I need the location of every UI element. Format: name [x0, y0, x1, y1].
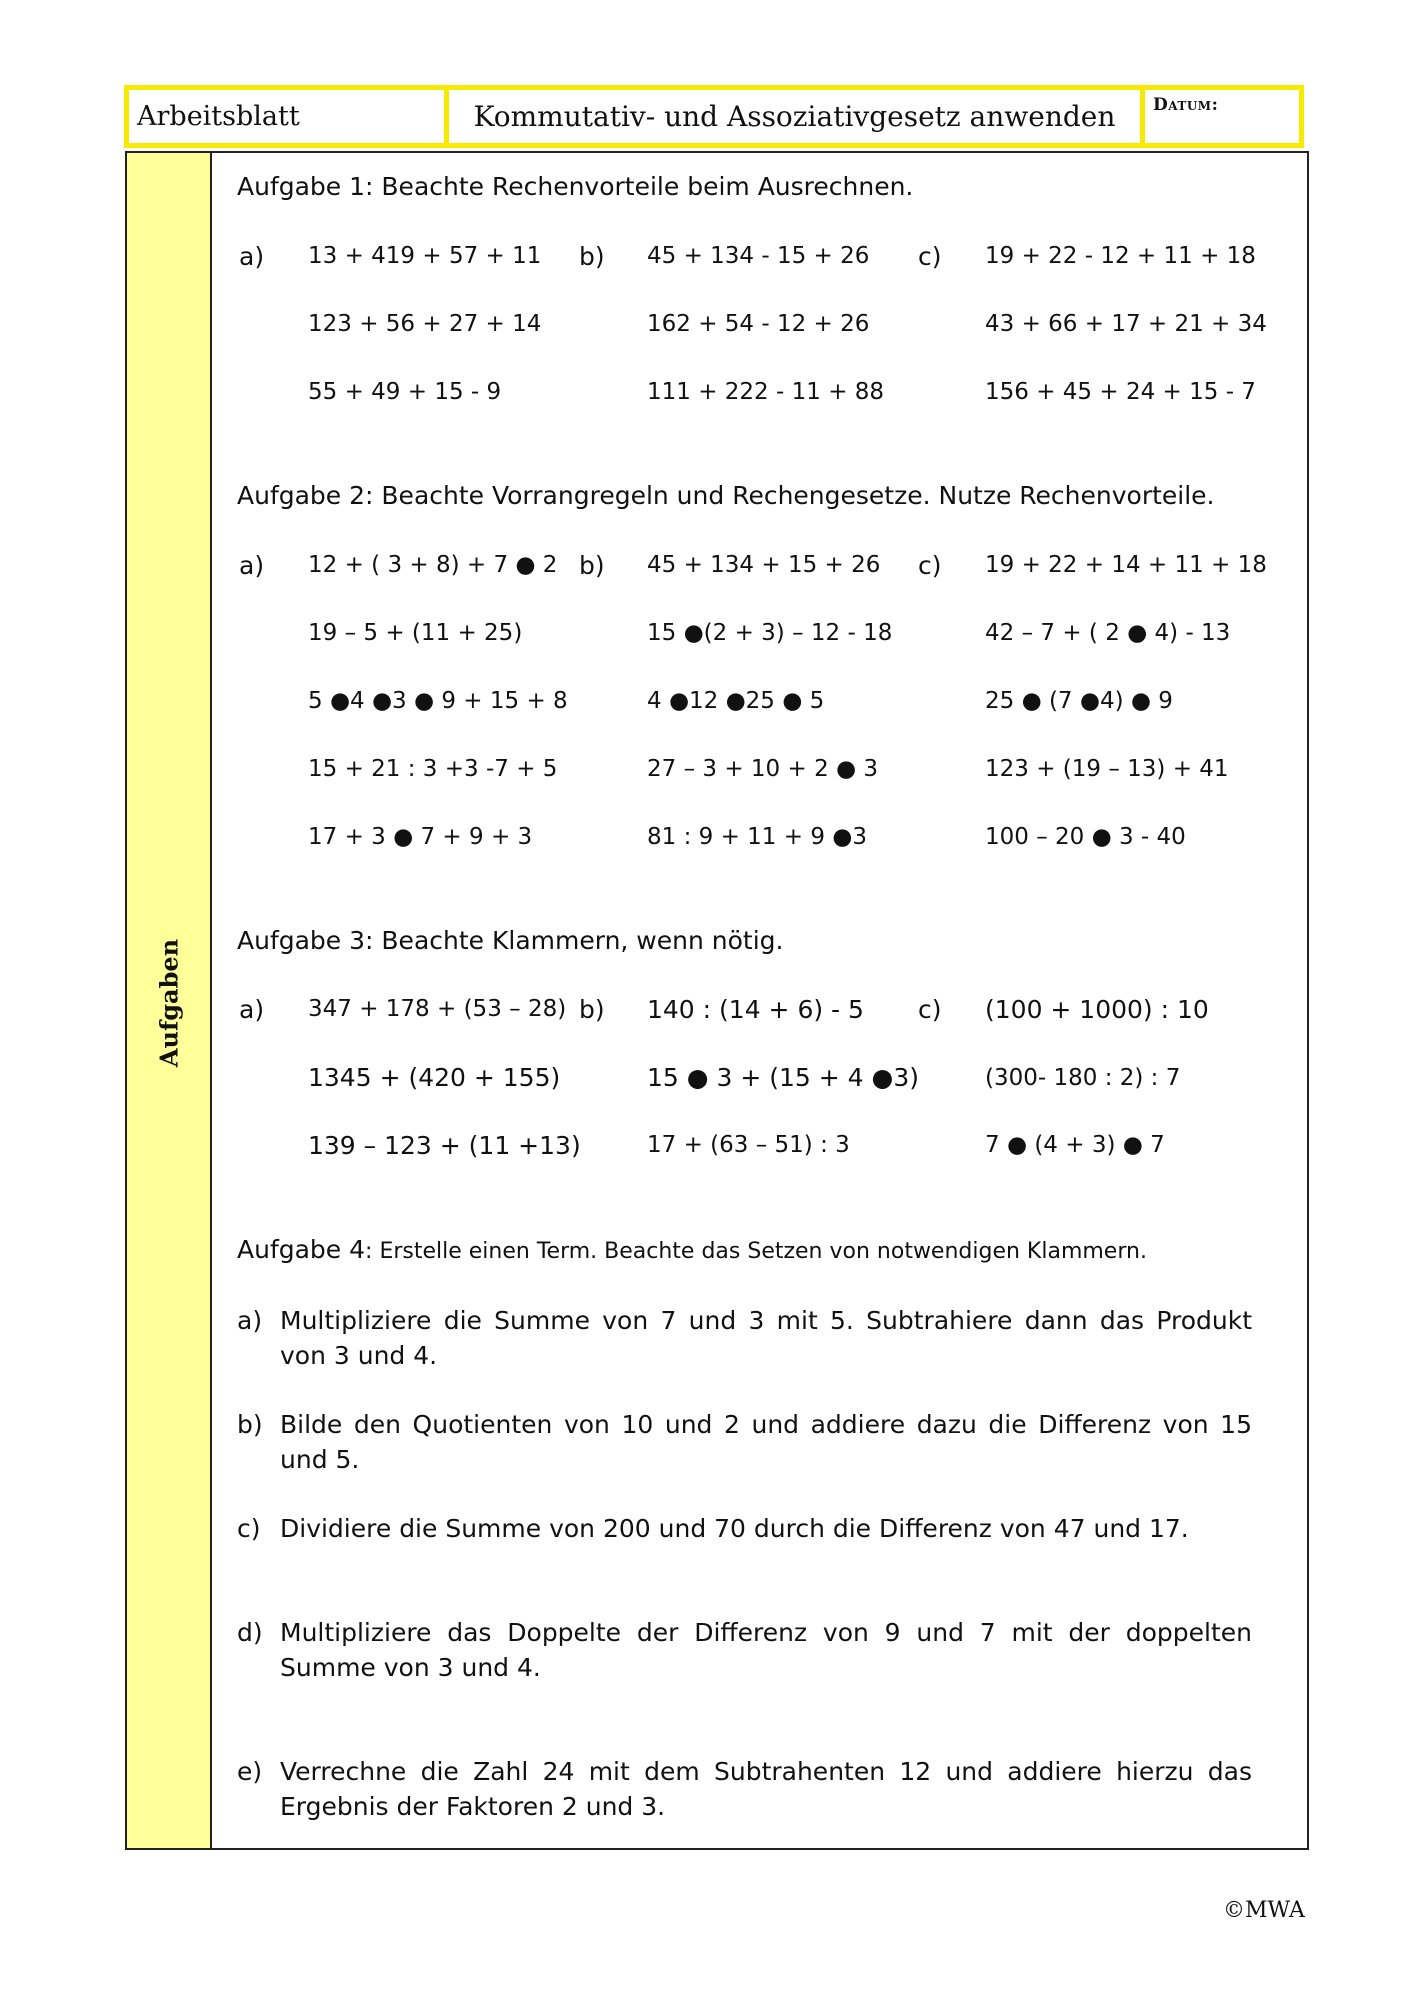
- task-4-title-rest: : Erstelle einen Term. Beachte das Setzen von notwendigen Klammern.: [365, 1239, 1147, 1264]
- task-3-a-1: 347 + 178 + (53 – 28): [308, 996, 567, 1022]
- task-3-c-1: (100 + 1000) : 10: [985, 995, 1209, 1024]
- task-1-title: Aufgabe 1: Beachte Rechenvorteile beim Ausrechnen.: [237, 172, 914, 201]
- task-2-label-c: c): [918, 551, 942, 580]
- task-1-label-c: c): [918, 242, 942, 271]
- task-4-item-c-label: c): [237, 1514, 261, 1543]
- task-3-b-3: 17 + (63 – 51) : 3: [647, 1132, 850, 1158]
- task-3-a-3: 139 – 123 + (11 +13): [308, 1131, 581, 1160]
- task-4-item-b: [237, 1407, 1252, 1477]
- task-2-c-4: 123 + (19 – 13) + 41: [985, 756, 1229, 782]
- task-4-item-c: [237, 1511, 1252, 1546]
- task-1-c-2: 43 + 66 + 17 + 21 + 34: [985, 311, 1267, 337]
- task-4-item-b-label: b): [237, 1410, 263, 1439]
- task-3-b-1: 140 : (14 + 6) - 5: [647, 995, 864, 1024]
- task-4-item-e-label: e): [237, 1757, 263, 1786]
- task-2-a-1: 12 + ( 3 + 8) + 7 ● 2: [308, 552, 558, 578]
- task-1-label-b: b): [579, 242, 605, 271]
- task-4-item-e: [237, 1754, 1252, 1824]
- date-field: [1140, 85, 1304, 148]
- task-1-b-2: 162 + 54 - 12 + 26: [647, 311, 870, 337]
- worksheet-title: Kommutativ- und Assoziativgesetz anwenden: [444, 85, 1145, 148]
- date-label: Datum:: [1153, 95, 1219, 115]
- task-2-c-2: 42 – 7 + ( 2 ● 4) - 13: [985, 620, 1231, 646]
- task-3-a-2: 1345 + (420 + 155): [308, 1063, 561, 1092]
- task-3-c-2: (300- 180 : 2) : 7: [985, 1065, 1181, 1091]
- task-1-b-1: 45 + 134 - 15 + 26: [647, 243, 870, 269]
- task-4-item-b-text: Bilde den Quotienten von 10 und 2 und addiere dazu die Differenz von 15 und 5.: [280, 1410, 1252, 1474]
- task-2-a-5: 17 + 3 ● 7 + 9 + 3: [308, 824, 533, 850]
- task-4-item-e-text: Verrechne die Zahl 24 mit dem Subtrahenten 12 und addiere hierzu das Ergebnis der Faktoren 2 und 3.: [280, 1757, 1252, 1821]
- task-1-label-a: a): [239, 242, 265, 271]
- worksheet-type: Arbeitsblatt: [124, 85, 449, 148]
- task-3-c-3: 7 ● (4 + 3) ● 7: [985, 1132, 1165, 1158]
- task-4-item-a-text: Multipliziere die Summe von 7 und 3 mit 5. Subtrahiere dann das Produkt von 3 und 4.: [280, 1306, 1252, 1370]
- task-4-item-d: [237, 1615, 1252, 1685]
- task-3-b-2: 15 ● 3 + (15 + 4 ●3): [647, 1063, 919, 1092]
- task-2-title: Aufgabe 2: Beachte Vorrangregeln und Rechengesetze. Nutze Rechenvorteile.: [237, 481, 1215, 510]
- sidebar-label: Aufgaben: [154, 938, 184, 1068]
- task-1-c-3: 156 + 45 + 24 + 15 - 7: [985, 379, 1256, 405]
- task-2-a-3: 5 ●4 ●3 ● 9 + 15 + 8: [308, 688, 568, 714]
- task-2-b-2: 15 ●(2 + 3) – 12 - 18: [647, 620, 893, 646]
- task-1-c-1: 19 + 22 - 12 + 11 + 18: [985, 243, 1256, 269]
- task-2-b-4: 27 – 3 + 10 + 2 ● 3: [647, 756, 879, 782]
- task-3-label-b: b): [579, 995, 605, 1024]
- task-2-a-2: 19 – 5 + (11 + 25): [308, 620, 523, 646]
- task-4-title: [237, 1235, 1147, 1264]
- task-4-title-prefix: Aufgabe 4: [237, 1235, 366, 1264]
- task-2-a-4: 15 + 21 : 3 +3 -7 + 5: [308, 756, 558, 782]
- task-1-a-3: 55 + 49 + 15 - 9: [308, 379, 502, 405]
- task-3-title: Aufgabe 3: Beachte Klammern, wenn nötig.: [237, 926, 784, 955]
- task-2-c-3: 25 ● (7 ●4) ● 9: [985, 688, 1173, 714]
- task-4-item-a-label: a): [237, 1306, 263, 1335]
- task-1-a-1: 13 + 419 + 57 + 11: [308, 243, 542, 269]
- task-2-c-5: 100 – 20 ● 3 - 40: [985, 824, 1186, 850]
- copyright: ©MWA: [1223, 1898, 1305, 1923]
- task-1-a-2: 123 + 56 + 27 + 14: [308, 311, 542, 337]
- task-3-label-a: a): [239, 995, 265, 1024]
- task-4-item-a: [237, 1303, 1252, 1373]
- task-4-item-d-label: d): [237, 1618, 263, 1647]
- task-3-label-c: c): [918, 995, 942, 1024]
- task-1-b-3: 111 + 222 - 11 + 88: [647, 379, 885, 405]
- task-2-b-3: 4 ●12 ●25 ● 5: [647, 688, 825, 714]
- task-2-c-1: 19 + 22 + 14 + 11 + 18: [985, 552, 1267, 578]
- task-2-label-b: b): [579, 551, 605, 580]
- task-4-item-d-text: Multipliziere das Doppelte der Differenz von 9 und 7 mit der doppelten Summe von 3 und 4.: [280, 1618, 1252, 1682]
- sidebar: [127, 153, 212, 1848]
- worksheet-header: [124, 85, 1304, 148]
- task-2-b-5: 81 : 9 + 11 + 9 ●3: [647, 824, 867, 850]
- task-2-b-1: 45 + 134 + 15 + 26: [647, 552, 881, 578]
- task-2-label-a: a): [239, 551, 265, 580]
- task-4-item-c-text: Dividiere die Summe von 200 und 70 durch die Differenz von 47 und 17.: [280, 1514, 1189, 1543]
